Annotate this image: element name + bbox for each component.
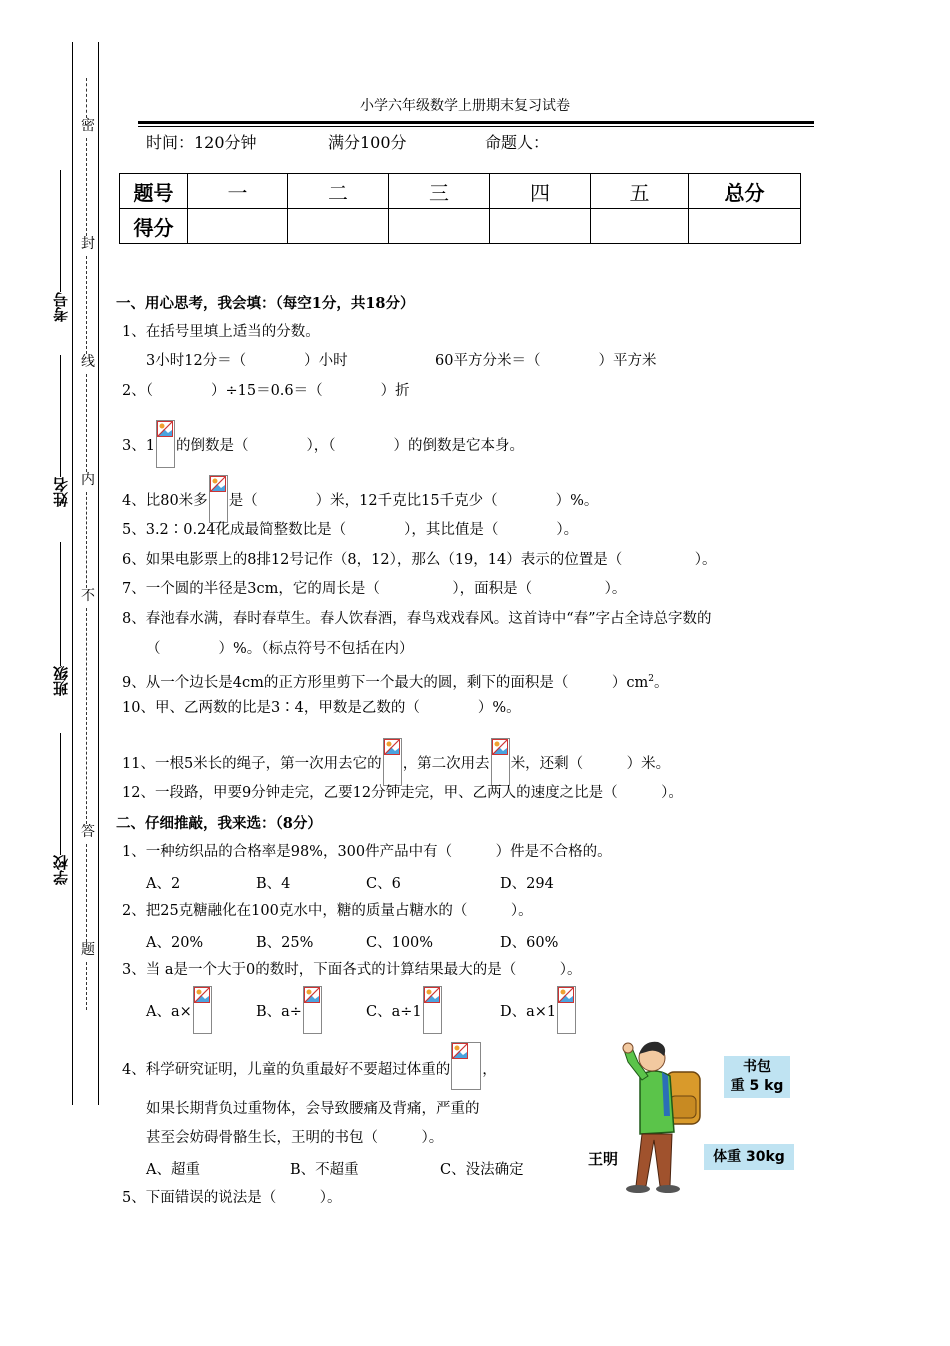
exam-number-field[interactable] bbox=[50, 170, 70, 322]
author: 命题人： bbox=[485, 133, 550, 152]
broken-image-icon bbox=[157, 421, 173, 437]
question-1-12: 12、一段路，甲要9分钟走完，乙要12分钟走完，甲、乙两人的速度之比是（ ）。 bbox=[122, 785, 683, 801]
question-1-3 bbox=[122, 422, 524, 470]
question-1-4 bbox=[122, 477, 598, 525]
option[interactable]: D、294 bbox=[500, 876, 554, 892]
option[interactable] bbox=[366, 988, 443, 1036]
option[interactable]: B、25% bbox=[256, 935, 314, 951]
broken-image-icon bbox=[558, 987, 574, 1003]
option[interactable]: C、没法确定 bbox=[440, 1162, 524, 1178]
seal-char: 封 bbox=[81, 236, 95, 252]
fraction-image bbox=[193, 986, 212, 1034]
fraction-image bbox=[451, 1042, 481, 1090]
score-cell[interactable] bbox=[490, 209, 591, 244]
seal-char: 密 bbox=[81, 118, 95, 134]
option-text: D、a×1 bbox=[500, 1004, 557, 1020]
question-1-8: 8、春池春水满，春时春草生。春人饮春酒，春鸟戏戏春风。这首诗中“春”字占全诗总字数的 bbox=[122, 611, 712, 627]
seal-dash bbox=[86, 844, 87, 942]
section-1-heading: 一、用心思考，我会填：（每空1分，共18分） bbox=[116, 295, 415, 312]
class-label: 班级 bbox=[51, 666, 70, 696]
seal-char: 题 bbox=[81, 942, 95, 958]
score-table-header: 总分 bbox=[689, 174, 801, 209]
question-2-5: 5、下面错误的说法是（ ）。 bbox=[122, 1190, 342, 1206]
question-1-8b: （ ）%。（标点符号不包括在内） bbox=[146, 641, 414, 657]
score-table bbox=[119, 173, 801, 244]
score-cell[interactable] bbox=[389, 209, 490, 244]
option[interactable] bbox=[256, 988, 323, 1036]
seal-dash bbox=[86, 608, 87, 824]
score-table-header: 二 bbox=[288, 174, 389, 209]
option[interactable] bbox=[146, 988, 213, 1036]
broken-image-icon bbox=[384, 739, 400, 755]
broken-image-icon bbox=[304, 987, 320, 1003]
score-cell[interactable] bbox=[689, 209, 801, 244]
school-label: 学校 bbox=[51, 855, 70, 885]
header-rule bbox=[138, 121, 814, 124]
fraction-image bbox=[383, 738, 402, 786]
question-2-4c: 甚至会妨碍骨骼生长，王明的书包（ ）。 bbox=[146, 1130, 444, 1146]
score-table-header: 五 bbox=[591, 174, 689, 209]
q4-comma: ， bbox=[482, 1062, 497, 1078]
broken-image-icon bbox=[492, 739, 508, 755]
exam-time: 时间：120分钟 bbox=[146, 133, 257, 152]
question-1-1: 1、在括号里填上适当的分数。 bbox=[122, 324, 320, 340]
score-cell[interactable] bbox=[591, 209, 689, 244]
question-1-6: 6、如果电影票上的8排12号记作（8，12），那么（19，14）表示的位置是（ ）。 bbox=[122, 552, 717, 568]
seal-char: 答 bbox=[81, 824, 95, 840]
q4-text: 是（ ）米，12千克比15千克少（ ）%。 bbox=[228, 493, 599, 509]
q11-a: 11、一根5米长的绳子，第一次用去它的 bbox=[122, 756, 382, 772]
score-cell[interactable] bbox=[188, 209, 288, 244]
score-cell[interactable] bbox=[288, 209, 389, 244]
fraction-image bbox=[423, 986, 442, 1034]
q4-text: 4、科学研究证明，儿童的负重最好不要超过体重的 bbox=[122, 1062, 451, 1078]
option[interactable]: C、6 bbox=[366, 876, 401, 892]
school-field[interactable] bbox=[50, 733, 70, 885]
option[interactable]: A、超重 bbox=[146, 1162, 200, 1178]
section-2-heading: 二、仔细推敲，我来选：（8分） bbox=[116, 815, 322, 832]
score-table-header: 题号 bbox=[120, 174, 188, 209]
body-weight-box: 体重 30kg bbox=[704, 1144, 794, 1170]
name-field[interactable] bbox=[50, 355, 70, 507]
score-table-header: 三 bbox=[389, 174, 490, 209]
name-label: 姓名 bbox=[51, 477, 70, 507]
fraction-image bbox=[156, 420, 175, 468]
option[interactable]: C、100% bbox=[366, 935, 434, 951]
q9-sup: 2 bbox=[648, 674, 654, 684]
score-table-header-row bbox=[120, 174, 801, 209]
option-text: C、a÷1 bbox=[366, 1004, 422, 1020]
question-2-4b: 如果长期背负过重物体，会导致腰痛及背痛，严重的 bbox=[146, 1101, 480, 1117]
score-table-header: 四 bbox=[490, 174, 591, 209]
fraction-image bbox=[303, 986, 322, 1034]
question-1-1a: 3小时12分＝（ ）小时 bbox=[146, 353, 348, 369]
q4-prefix: 4、比80米多 bbox=[122, 493, 208, 509]
q11-b: ，第二次用去 bbox=[402, 756, 490, 772]
bag-weight: 重 5 kg bbox=[730, 1078, 784, 1094]
margin-line-inner bbox=[98, 42, 99, 1105]
backpack-illustration bbox=[588, 1036, 803, 1198]
class-field[interactable] bbox=[50, 542, 70, 696]
option[interactable]: A、20% bbox=[146, 935, 204, 951]
q9-end: 。 bbox=[653, 674, 669, 691]
broken-image-icon bbox=[452, 1043, 468, 1059]
broken-image-icon bbox=[424, 987, 440, 1003]
q3-prefix: 3、1 bbox=[122, 438, 155, 454]
question-1-10: 10、甲、乙两数的比是3∶4，甲数是乙数的（ ）%。 bbox=[122, 700, 521, 716]
question-2-1: 1、一种纺织品的合格率是98%，300件产品中有（ ）件是不合格的。 bbox=[122, 844, 612, 860]
seal-dash bbox=[86, 138, 87, 236]
fraction-image bbox=[209, 475, 228, 523]
fraction-image bbox=[491, 738, 510, 786]
option[interactable]: A、2 bbox=[146, 876, 181, 892]
question-2-4 bbox=[122, 1046, 497, 1094]
seal-dash bbox=[86, 256, 87, 354]
option[interactable]: B、不超重 bbox=[290, 1162, 359, 1178]
broken-image-icon bbox=[210, 476, 226, 492]
bag-weight-box bbox=[724, 1056, 790, 1098]
seal-char: 内 bbox=[81, 472, 95, 488]
exam-number-label: 考号 bbox=[51, 292, 70, 322]
option[interactable]: D、60% bbox=[500, 935, 559, 951]
q3-text: 的倒数是（ ），（ ）的倒数是它本身。 bbox=[175, 438, 524, 454]
question-1-7: 7、一个圆的半径是3cm，它的周长是（ ），面积是（ ）。 bbox=[122, 581, 627, 597]
seal-dash bbox=[86, 78, 87, 118]
broken-image-icon bbox=[194, 987, 210, 1003]
option[interactable]: B、4 bbox=[256, 876, 291, 892]
margin-line-outer bbox=[72, 42, 73, 1105]
question-1-1b: 60平方分米＝（ ）平方米 bbox=[435, 353, 657, 369]
question-1-5: 5、3.2∶0.24化成最简整数比是（ ），其比值是（ ）。 bbox=[122, 522, 579, 538]
bag-label: 书包 bbox=[743, 1059, 771, 1075]
score-table-row bbox=[120, 209, 801, 244]
seal-char: 不 bbox=[81, 588, 95, 604]
header-rule-thin bbox=[138, 126, 814, 127]
q11-c: 米，还剩（ ）米。 bbox=[510, 756, 671, 772]
fraction-image bbox=[557, 986, 576, 1034]
q9-text: 9、从一个边长是4cm的正方形里剪下一个最大的圆，剩下的面积是（ ）cm bbox=[122, 674, 649, 691]
option-text: B、a÷ bbox=[256, 1004, 302, 1020]
seal-dash bbox=[86, 374, 87, 472]
question-1-9 bbox=[122, 669, 668, 693]
score-row-label: 得分 bbox=[120, 209, 188, 244]
question-2-2: 2、把25克糖融化在100克水中，糖的质量占糖水的（ ）。 bbox=[122, 903, 533, 919]
question-1-2: 2、（ ）÷15＝0.6＝（ ）折 bbox=[122, 383, 410, 399]
full-score: 满分100分 bbox=[328, 133, 407, 152]
seal-dash bbox=[86, 492, 87, 588]
question-1-11 bbox=[122, 740, 670, 788]
score-table-header: 一 bbox=[188, 174, 288, 209]
figure-name: 王明 bbox=[588, 1150, 619, 1168]
option[interactable] bbox=[500, 988, 577, 1036]
paper-title: 小学六年级数学上册期末复习试卷 bbox=[360, 98, 570, 114]
option-text: A、a× bbox=[146, 1004, 192, 1020]
question-2-3: 3、当 a是一个大于0的数时，下面各式的计算结果最大的是（ ）。 bbox=[122, 962, 582, 978]
seal-char: 线 bbox=[81, 354, 95, 370]
seal-dash bbox=[86, 962, 87, 1010]
